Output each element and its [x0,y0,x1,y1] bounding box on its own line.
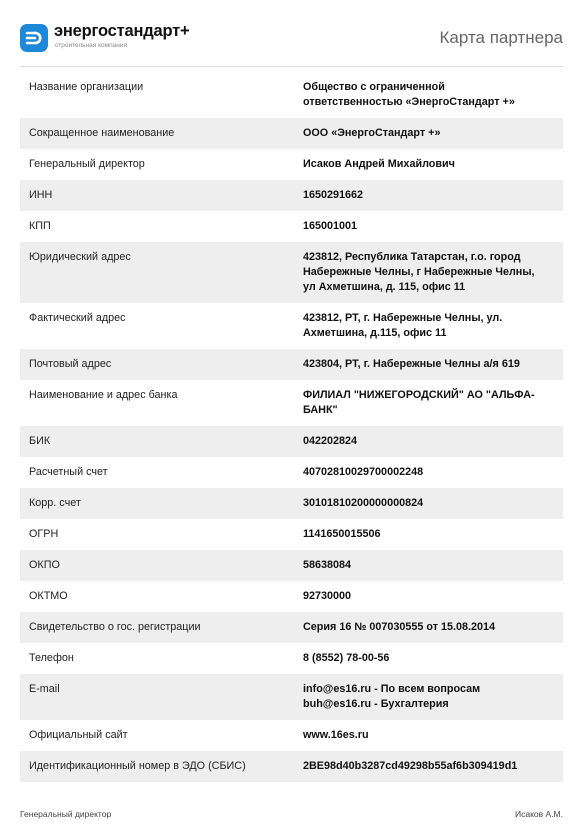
field-value-line: info@es16.ru - По всем вопросам [303,683,481,695]
field-value [295,720,563,751]
field-label: Свидетельство о гос. регистрации [20,612,295,643]
field-value-line: 423812, РТ, г. Набережные Челны, ул. [303,312,503,324]
field-value [295,242,563,303]
field-value [295,488,563,519]
field-value-line: 423812, Республика Татарстан, г.о. город [303,251,521,263]
table-row [20,118,563,149]
field-label: Юридический адрес [20,242,295,303]
brand-subtitle: строительная компания [55,42,127,49]
field-label: Корр. счет [20,488,295,519]
field-label: КПП [29,220,51,232]
table-row [20,674,563,720]
field-label: БИК [20,426,295,457]
page-header [20,22,563,67]
field-value-line: Общество с ограниченной [303,81,445,93]
field-value [295,519,563,550]
field-value [295,581,563,612]
footer [20,809,563,819]
table-row [20,180,563,211]
field-value-line: buh@es16.ru - Бухгалтерия [303,698,449,710]
partner-card-table [20,72,563,782]
brand-name: энергостандарт+ [54,22,190,40]
field-value-line: www.16es.ru [303,729,369,741]
table-row [20,349,563,380]
table-row [20,211,563,242]
field-value [295,303,563,349]
field-label: ОКПО [20,550,295,581]
field-label: Наименование и адрес банка [29,389,178,401]
field-value [295,211,563,242]
field-label: ИНН [20,180,295,211]
table-row [20,426,563,457]
field-label: Расчетный счет [29,466,108,478]
table-row [20,519,563,550]
field-value-line: 40702810029700002248 [303,466,424,478]
footer-signatory: Исаков А.М. [515,809,563,819]
field-value [295,180,563,211]
table-row [20,720,563,751]
field-value-line: 1650291662 [303,189,364,201]
field-value-line: 2BE98d40b3287cd49298b55af6b309419d1 [303,760,518,772]
field-value-line: Исаков Андрей Михайлович [303,158,455,170]
field-value-line: ответственностью «ЭнергоСтандарт +» [303,96,515,108]
field-label: Почтовый адрес [20,349,295,380]
field-value-line: Серия 16 № 007030555 от 15.08.2014 [303,621,496,633]
field-label: Название организации [29,81,144,93]
field-value-line: 8 (8552) 78-00-56 [303,652,390,664]
field-value-line: 1141650015506 [303,528,381,540]
field-label: Телефон [29,652,74,664]
table-row [20,643,563,674]
footer-position: Генеральный директор [20,809,112,819]
table-row [20,457,563,488]
field-value [295,674,563,720]
table-row [20,581,563,612]
field-value [295,380,563,426]
field-value [295,751,563,782]
field-value [295,118,563,149]
field-value-line: 042202824 [303,435,358,447]
field-value [295,457,563,488]
field-value-line: Ахметшина, д.115, офис 11 [303,327,447,339]
document-title: Карта партнера [439,28,563,47]
field-label: Официальный сайт [29,729,128,741]
table-row [20,612,563,643]
field-label: ОКТМО [29,590,68,602]
table-row [20,751,563,782]
field-value [295,349,563,380]
field-label: Генеральный директор [29,158,145,170]
field-label: Фактический адрес [29,312,126,324]
field-value [295,612,563,643]
table-row [20,72,563,118]
field-value [295,643,563,674]
field-value-line: 423804, РТ, г. Набережные Челны а/я 619 [303,358,520,370]
field-value-line: 58638084 [303,559,352,571]
table-row [20,303,563,349]
table-row [20,149,563,180]
brand-logo-icon [20,24,48,52]
field-value-line: 92730000 [303,590,352,602]
field-label: ОГРН [29,528,59,540]
field-value-line: БАНК" [303,404,338,416]
field-label: Сокращенное наименование [20,118,295,149]
field-value [295,72,563,118]
table-row [20,550,563,581]
field-value [295,426,563,457]
field-value [295,550,563,581]
field-label: Идентификационный номер в ЭДО (СБИС) [20,751,295,782]
field-value-line: ООО «ЭнергоСтандарт +» [303,127,441,139]
field-value-line: ФИЛИАЛ "НИЖЕГОРОДСКИЙ" АО "АЛЬФА- [303,389,535,401]
field-value [295,149,563,180]
table-row [20,242,563,303]
table-row [20,488,563,519]
field-value-line: 165001001 [303,220,358,232]
table-row [20,380,563,426]
field-value-line: Набережные Челны, г Набережные Челны, [303,266,535,278]
field-value-line: 30101810200000000824 [303,497,424,509]
field-value-line: ул Ахметшина, д. 115, офис 11 [303,281,466,293]
field-label: E-mail [20,674,295,720]
